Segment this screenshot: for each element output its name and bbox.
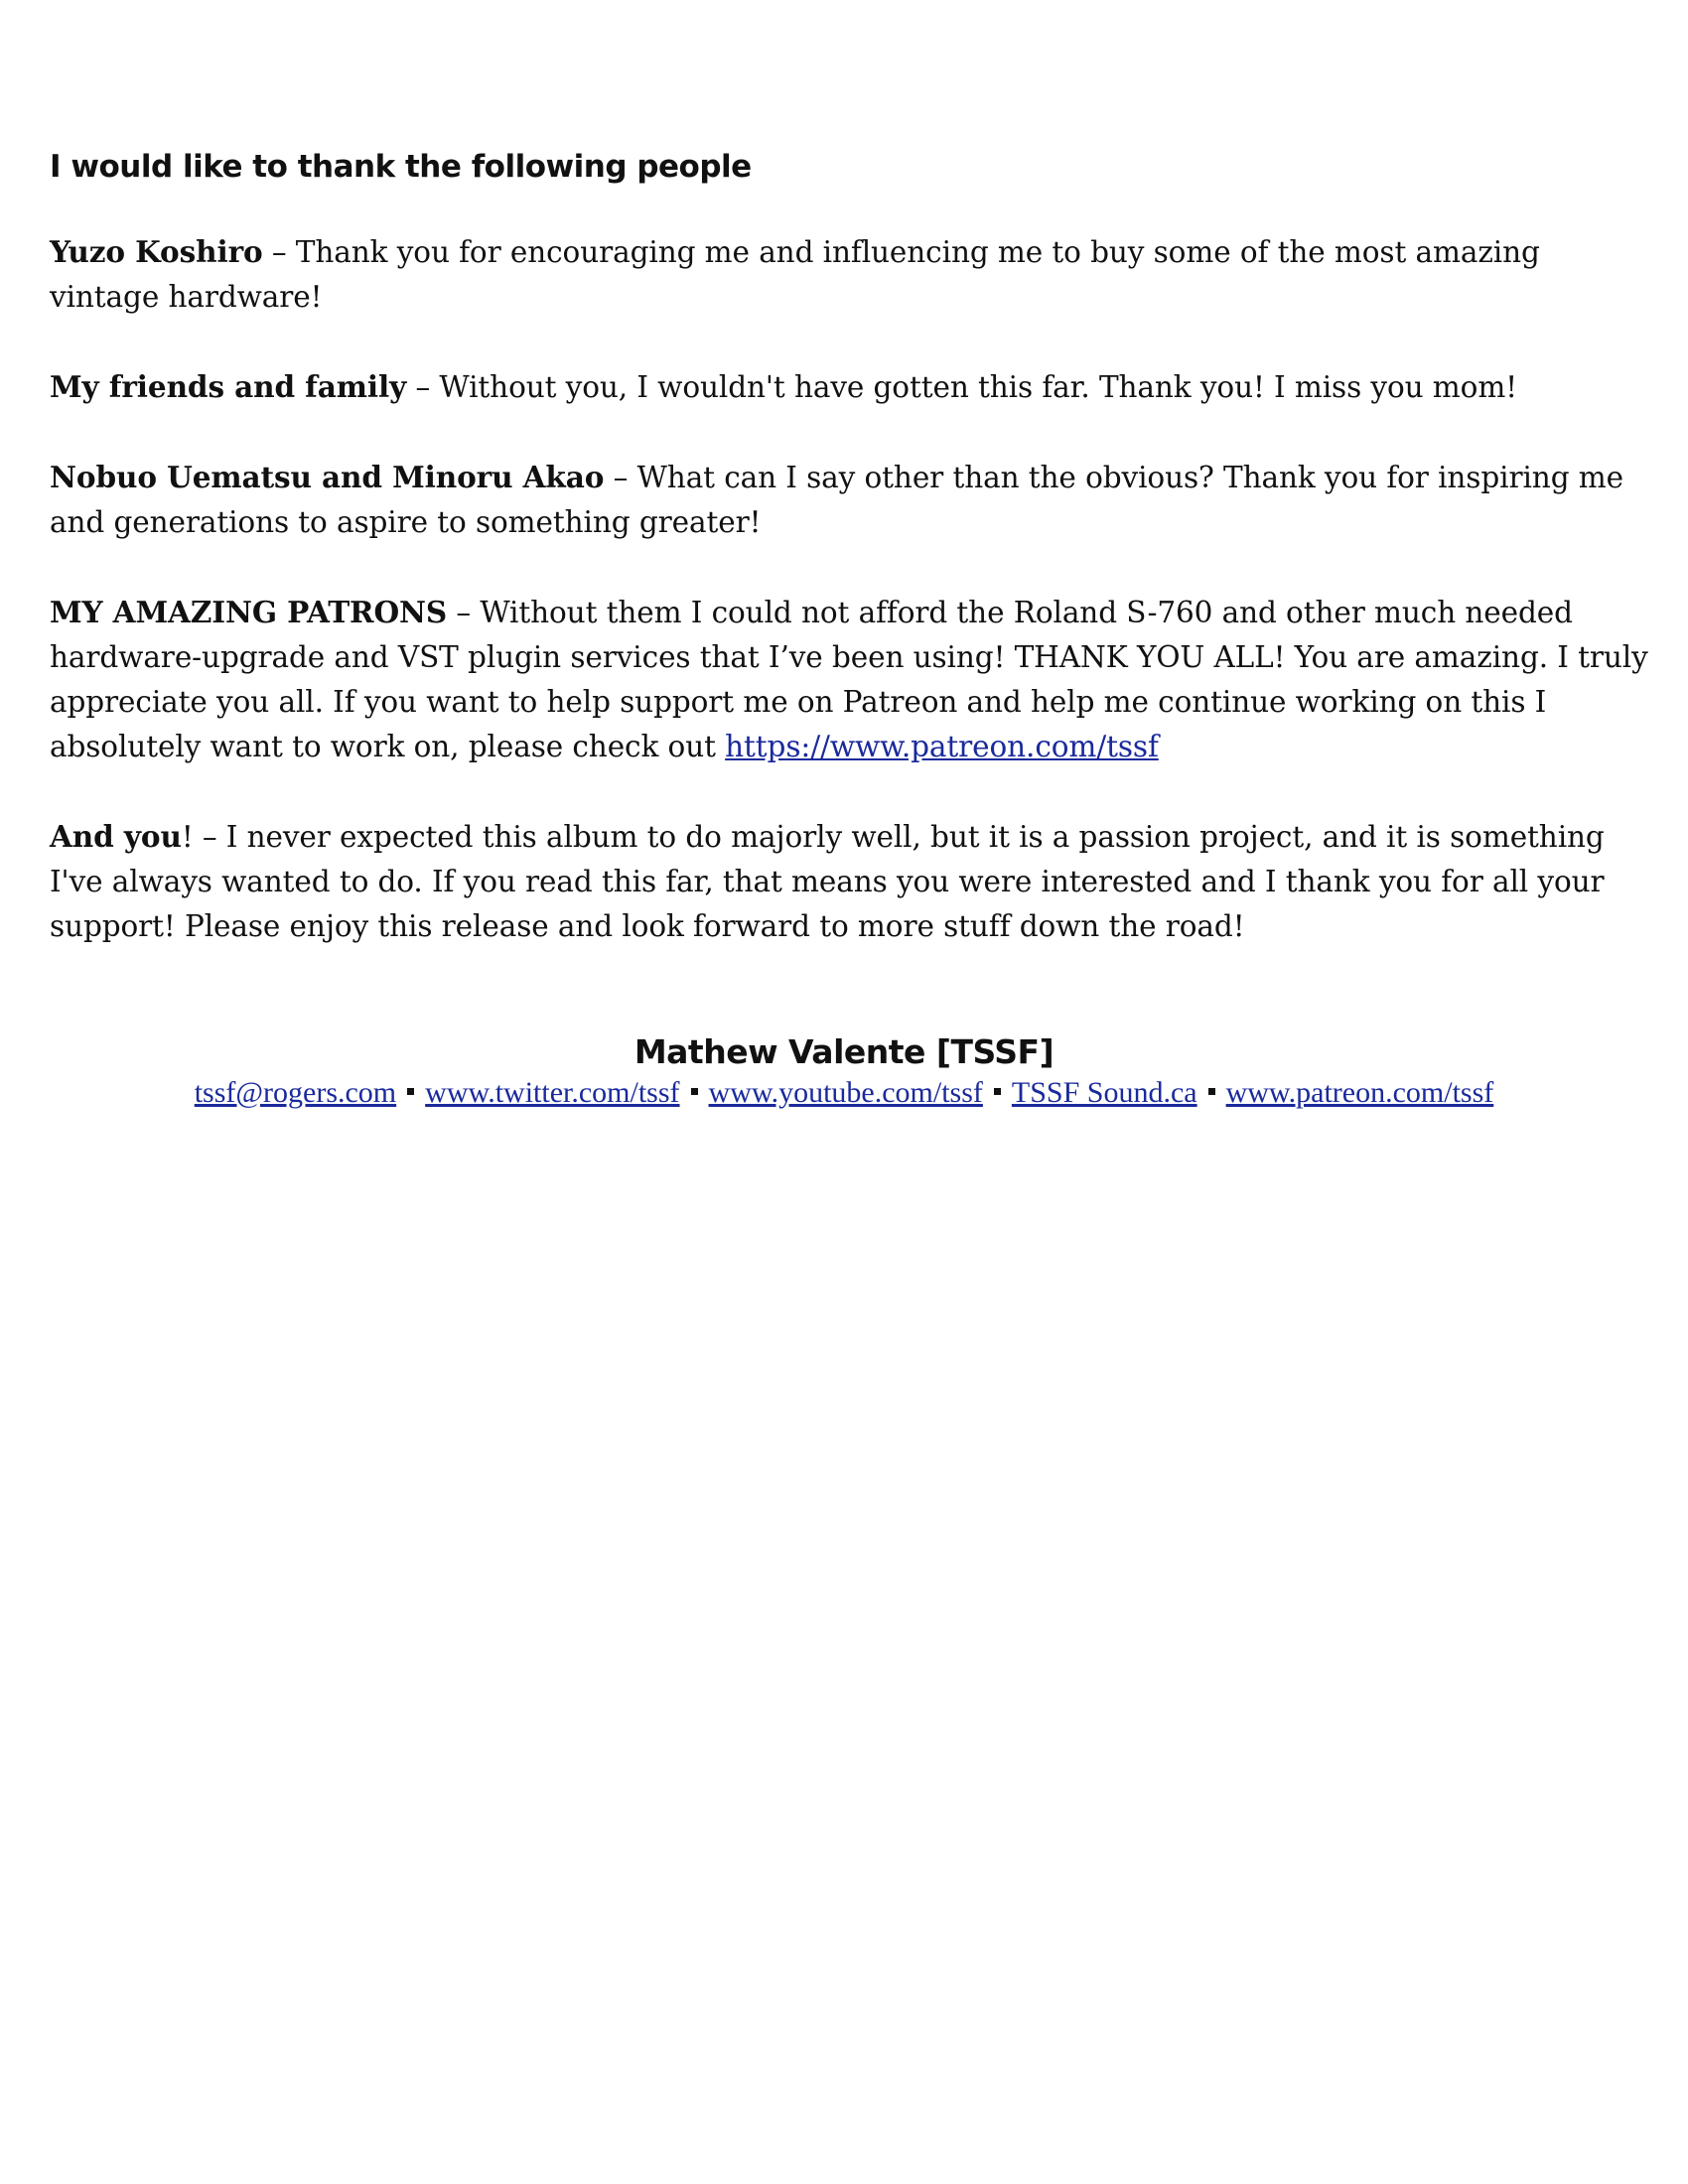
thanks-entry-uematsu-akao bbox=[50, 455, 1648, 545]
signature-links bbox=[0, 1076, 1688, 1110]
entry-text: – Thank you for encouraging me and influencing me to buy some of the most amazing vintage hardware! bbox=[50, 235, 1540, 315]
signature-name: Mathew Valente [TSSF] bbox=[633, 1032, 1055, 1071]
thanks-entry-and-you bbox=[50, 814, 1648, 949]
email-link[interactable]: tssf@rogers.com bbox=[194, 1075, 397, 1109]
patreon-link[interactable]: https://www.patreon.com/tssf bbox=[725, 730, 1159, 764]
entry-name: My friends and family bbox=[50, 369, 407, 405]
thanks-entry-patrons bbox=[50, 590, 1648, 769]
bullet-separator bbox=[994, 1088, 1001, 1095]
bullet-separator bbox=[691, 1088, 698, 1095]
entry-text: – Without them I could not afford the Roland S-760 and other much needed hardware-upgrade and VST plugin services that I’ve been using! THANK YOU ALL! You are amazing. I truly appreciate you all. If you want to help support me on Patreon and help me continue working on this I absolutely want to work on, please check out bbox=[50, 596, 1648, 764]
bullet-separator bbox=[1208, 1088, 1215, 1095]
tssf-sound-link[interactable]: TSSF Sound.ca bbox=[1011, 1075, 1197, 1109]
entry-text: – Without you, I wouldn't have gotten this far. Thank you! I miss you mom! bbox=[406, 370, 1517, 405]
entry-text: ! – I never expected this album to do majorly well, but it is a passion project, and it is something I've always wanted to do. If you read this far, that means you were interested and I thank you for all your support! Please enjoy this release and look forward to more stuff down the road! bbox=[50, 820, 1605, 944]
entry-name: Yuzo Koshiro bbox=[50, 234, 263, 270]
entry-text: – What can I say other than the obvious? Thank you for inspiring me and generations to aspire to something greater! bbox=[50, 461, 1623, 540]
signature-block bbox=[0, 1032, 1688, 1110]
youtube-link[interactable]: www.youtube.com/tssf bbox=[708, 1075, 983, 1109]
entry-name: Nobuo Uematsu and Minoru Akao bbox=[50, 460, 605, 495]
bullet-separator bbox=[407, 1088, 414, 1095]
patreon-footer-link[interactable]: www.patreon.com/tssf bbox=[1225, 1075, 1494, 1109]
page-heading: I would like to thank the following people bbox=[50, 149, 752, 185]
entry-name: And you bbox=[50, 819, 182, 855]
thanks-page bbox=[50, 149, 1648, 994]
thanks-entry-friends-family bbox=[50, 364, 1648, 410]
thanks-entry-yuzo-koshiro bbox=[50, 229, 1648, 320]
entry-name: MY AMAZING PATRONS bbox=[50, 595, 448, 630]
twitter-link[interactable]: www.twitter.com/tssf bbox=[425, 1075, 680, 1109]
